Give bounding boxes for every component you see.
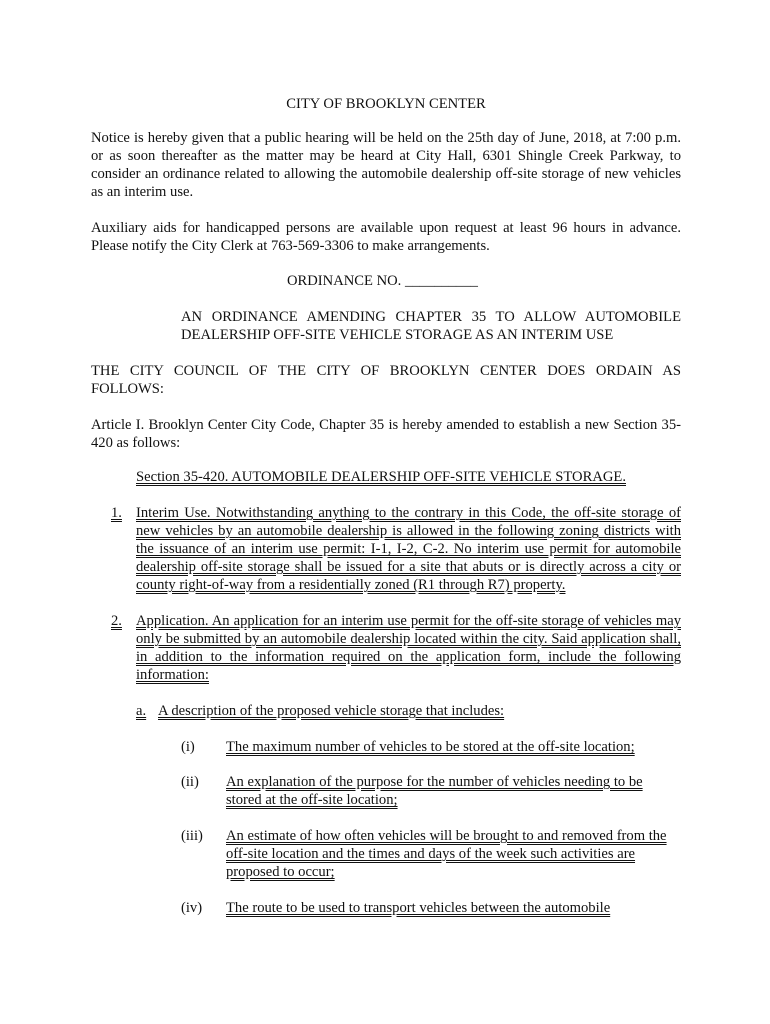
roman-item-iii-body [226, 827, 678, 881]
subsection-a-letter: a. [136, 703, 147, 719]
roman-item-iii-text: An estimate of how often vehicles will be brought to and removed from the off-site location and the times and days of the week such activities are proposed to occur; [226, 828, 667, 880]
roman-item-iv-body [226, 899, 678, 917]
roman-item-ii-body [226, 773, 656, 809]
ordinance-heading: AN ORDINANCE AMENDING CHAPTER 35 TO ALLOW AUTOMOBILE DEALERSHIP OFF-SITE VEHICLE STORAGE AS AN INTERIM USE [181, 309, 681, 343]
roman-item-i-text: The maximum number of vehicles to be stored at the off-site location; [226, 739, 635, 755]
article-one: Article I. Brooklyn Center City Code, Chapter 35 is hereby amended to establish a new Section 35-420 as follows: [91, 417, 681, 451]
section-item-2-text: Application. An application for an interim use permit for the off-site storage of vehicles may only be submitted by an automobile dealership located within the city. Said application shall, in addition to the information required on the application form, include the following information: [136, 613, 681, 683]
roman-item-ii-text: An explanation of the purpose for the number of vehicles needing to be stored at the off-site location; [226, 774, 643, 808]
ordinance-number: ORDINANCE NO. __________ [287, 273, 478, 289]
section-item-2-number: 2. [111, 613, 122, 629]
subsection-a-text: A description of the proposed vehicle storage that includes: [158, 703, 505, 719]
notice-paragraph-auxiliary-aids: Auxiliary aids for handicapped persons are available upon request at least 96 hours in advance. Please notify the City Clerk at 763-569-3306 to make arrangements. [91, 220, 681, 254]
section-item-1-number: 1. [111, 505, 122, 521]
roman-item-i-numeral: (i) [181, 739, 195, 755]
roman-item-iv-numeral: (iv) [181, 900, 203, 916]
subsection-a-body [158, 702, 681, 720]
roman-item-iv-text: The route to be used to transport vehicles between the automobile [226, 900, 611, 916]
roman-item-iii-numeral: (iii) [181, 828, 203, 844]
section-item-1-text: Interim Use. Notwithstanding anything to the contrary in this Code, the off-site storage of new vehicles by an automobile dealership is allowed in the following zoning districts with the issuance of an interim use permit: I-1, I-2, C-2. No interim use permit for automobile dealership off-site storage shall be issued for a site that abuts or is directly across a city or county right-of-way from a residentially zoned (R1 through R7) property. [136, 505, 681, 593]
notice-paragraph-hearing: Notice is hereby given that a public hearing will be held on the 25th day of June, 2018, at 7:00 p.m. or as soon thereafter as the matter may be heard at City Hall, 6301 Shingle Creek Parkway, to consider an ordinance related to allowing the automobile dealership off-site storage of new vehicles as an interim use. [91, 130, 681, 200]
document-title: CITY OF BROOKLYN CENTER [286, 96, 486, 112]
roman-item-i-body [226, 738, 678, 756]
section-title [136, 468, 681, 486]
section-title-text: Section 35-420. AUTOMOBILE DEALERSHIP OFF-SITE VEHICLE STORAGE. [136, 469, 626, 485]
section-item-1-body [136, 504, 681, 594]
section-item-2-body [136, 612, 681, 684]
enacting-clause: THE CITY COUNCIL OF THE CITY OF BROOKLYN CENTER DOES ORDAIN AS FOLLOWS: [91, 363, 681, 397]
roman-item-ii-numeral: (ii) [181, 774, 199, 790]
